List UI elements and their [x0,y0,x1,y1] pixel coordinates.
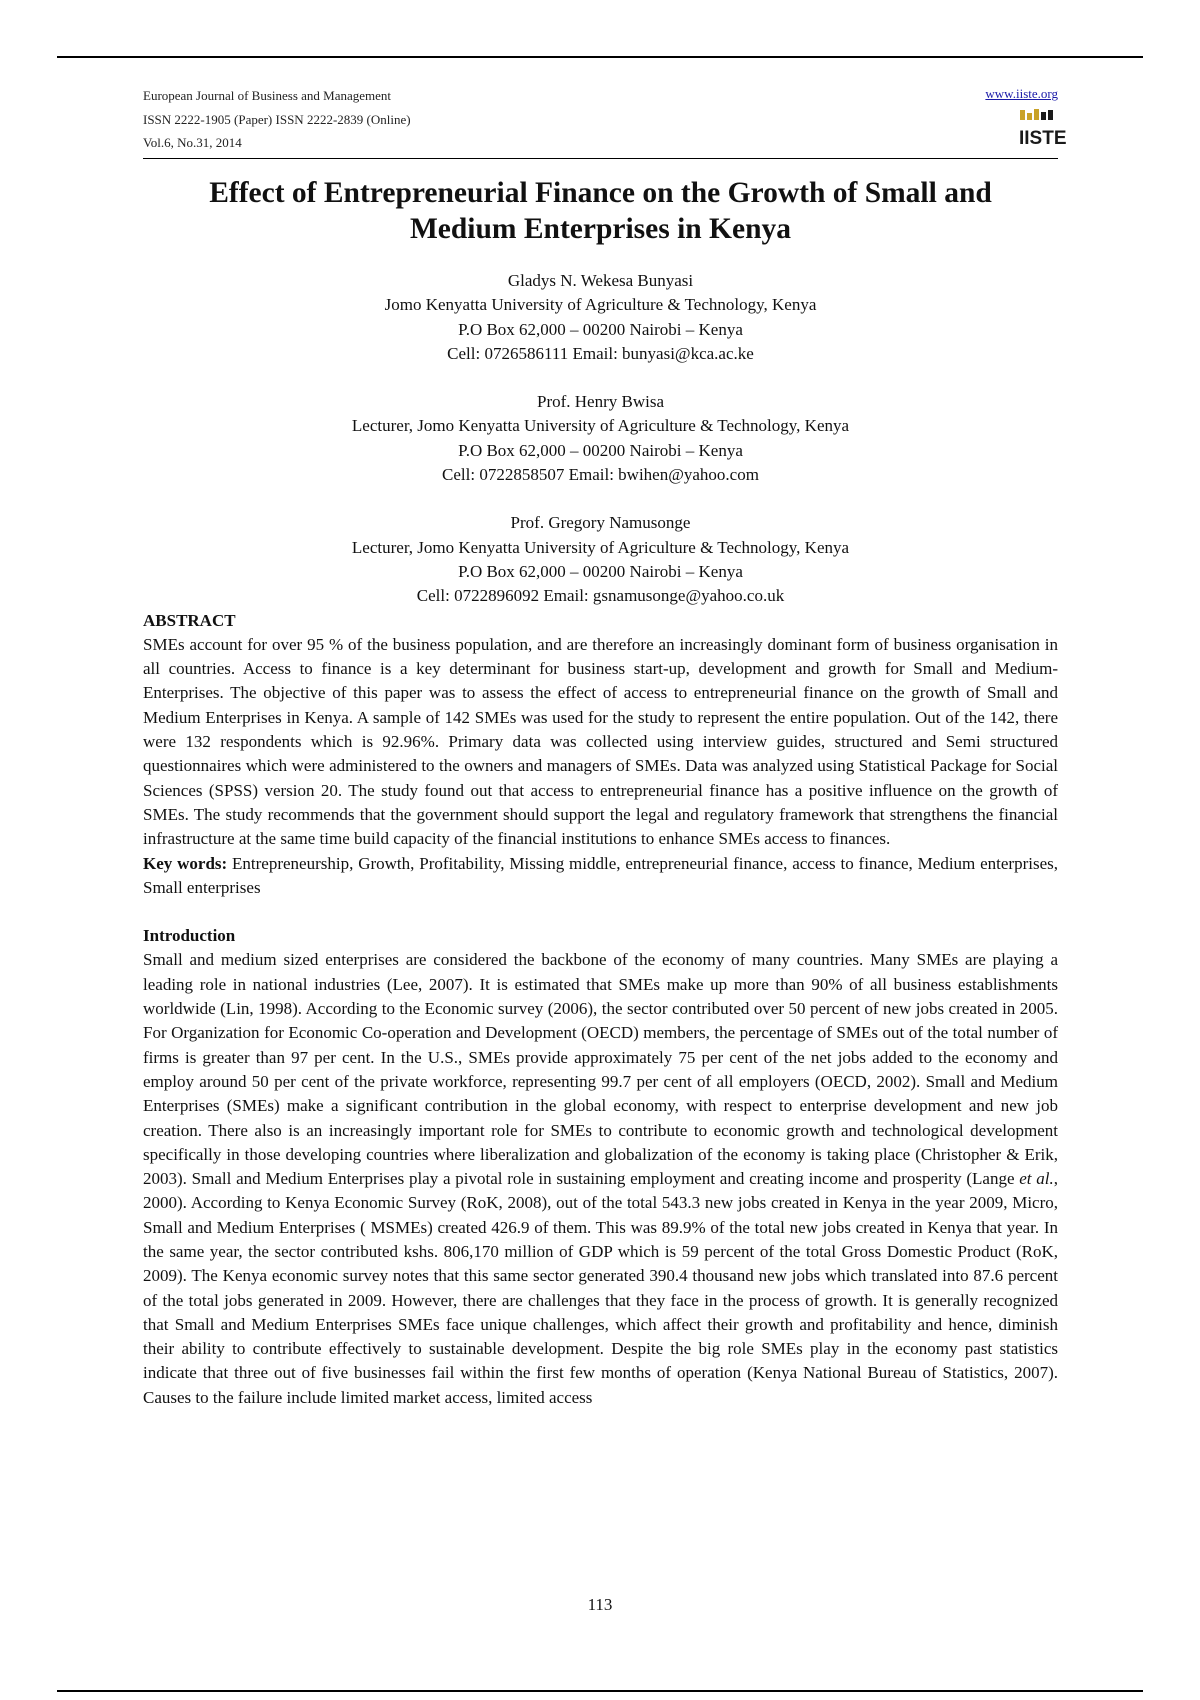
et-al-citation: et al. [1019,1169,1054,1189]
author-address: P.O Box 62,000 – 00200 Nairobi – Kenya [458,319,743,339]
keywords-list: Entrepreneurship, Growth, Profitability, Missing middle, entrepreneurial finance, access to finance, Medium enterprises, Small enterprises [143,853,1059,897]
author-affiliation: Lecturer, Jomo Kenyatta University of Agriculture & Technology, Kenya [351,416,850,436]
abstract-section [143,609,1058,901]
abstract-text: SMEs account for over 95 % of the business population, and are therefore an increasingly dominant form of business organisation in all countries. Access to finance is a key determinant for business start-up, development and growth for Small and Medium-Enterprises. The objective of this paper was to assess the effect of access to entrepreneurial finance on the growth of Small and Medium Enterprises in Kenya. A sample of 142 SMEs was used for the study to represent the entire population. Out of the 142, there were 132 respondents which is 92.96%. Primary data was collected using interview guides, structured and Semi structured questionnaires which were administered to the owners and managers of SMEs. Data was analyzed using Statistical Package for Social Sciences (SPSS) version 20. The study found out that access to entrepreneurial finance has a positive influence on the growth of SMEs. The study recommends that the government should support the legal and regulatory framework that strengthens the financial infrastructure at the same time build capacity of the financial institutions to enhance SMEs access to finances. [143,634,1058,849]
page-number: 113 [587,1595,613,1614]
author-address: P.O Box 62,000 – 00200 Nairobi – Kenya [458,561,743,581]
author-contact: Cell: 0726586111 Email: bunyasi@kca.ac.ke [447,343,754,363]
introduction-heading: Introduction [143,926,236,946]
author-name: Gladys N. Wekesa Bunyasi [507,271,694,290]
author-affiliation: Lecturer, Jomo Kenyatta University of Agriculture & Technology, Kenya [351,537,850,557]
title-line-1: Effect of Entrepreneurial Finance on the Growth of Small and [209,177,992,209]
keywords [143,852,1058,901]
title-line-2: Medium Enterprises in Kenya [409,213,792,245]
abstract-heading: ABSTRACT [143,610,236,630]
author-list [143,269,1058,609]
author-address: P.O Box 62,000 – 00200 Nairobi – Kenya [458,440,743,460]
introduction-text-part-1: Small and medium sized enterprises are considered the backbone of the economy of many countries. Many SMEs are playing a leading role in national industries (Lee, 2007). It is estimated that SMEs make up more than 90% of all business establishments worldwide (Lin, 1998). According to the Economic survey (2006), the sector contributed over 50 percent of new jobs created in 2005. For Organization for Economic Co-operation and Development (OECD) members, the percentage of SMEs out of the total number of firms is greater than 97 per cent. In the U.S., SMEs provide approximately 75 per cent of the net jobs added to the economy and employ around 50 per cent of the private workforce, representing 99.7 per cent of all employers (OECD, 2002). Small and Medium Enterprises (SMEs) make a significant contribution in the global economy, with respect to enterprise development and new job creation. There also is an increasingly important role for SMEs to contribute to economic growth and technological development specifically in those developing countries where liberalization and globalization of the economy is taking place (Christopher & Erik, 2003). Small and Medium Enterprises play a pivotal role in sustaining employment and creating income and prosperity (Lange [143,950,1058,1189]
author-block [143,269,1058,366]
journal-info [143,84,1058,155]
introduction-text-part-2: , 2000). According to Kenya Economic Survey (RoK, 2008), out of the total 543.3 new jobs created in Kenya in the year 2009, Micro, Small and Medium Enterprises ( MSMEs) created 426.9 of them. This was 89.9% of the total new jobs created in Kenya that year. In the same year, the sector contributed kshs. 806,170 million of GDP which is 59 percent of the total Gross Domestic Product (RoK, 2009). The Kenya economic survey notes that this same sector generated 390.4 thousand new jobs which translated into 87.6 percent of the total jobs generated in 2009. However, there are challenges that they face in the process of growth. It is generally recognized that Small and Medium Enterprises SMEs face unique challenges, which affect their growth and profitability and hence, diminish their ability to contribute effectively to sustainable development. Despite the big role SMEs play in the economy past statistics indicate that three out of five businesses fail within the first few months of operation (Kenya National Bureau of Statistics, 2007). Causes to the failure include limited market access, limited access [143,1169,1058,1407]
author-name: Prof. Gregory Namusonge [510,513,691,533]
author-affiliation: Jomo Kenyatta University of Agriculture & Technology, Kenya [384,295,817,315]
journal-header [143,84,1067,159]
introduction-text [143,948,1058,1410]
author-contact: Cell: 0722858507 Email: bwihen@yahoo.com [442,465,759,485]
bottom-rule [57,1690,1143,1692]
journal-issn: ISSN 2222-1905 (Paper) ISSN 2222-2839 (Online) [143,111,411,127]
introduction-section [143,924,1058,1410]
author-block [143,511,1058,608]
top-rule [57,56,1143,58]
author-contact: Cell: 0722896092 Email: gsnamusonge@yahoo.co.uk [416,586,785,606]
paper-title [143,175,1058,247]
journal-volume: Vol.6, No.31, 2014 [143,135,242,150]
journal-name: European Journal of Business and Management [143,88,392,103]
journal-url-link[interactable]: www.iiste.org [985,86,1058,101]
journal-header-right [985,84,1067,153]
iiste-logo-icon [1018,108,1067,153]
author-block [143,390,1058,487]
keywords-label: Key words: [143,853,228,873]
author-name: Prof. Henry Bwisa [536,392,664,412]
logo-text: IISTE [1019,128,1067,149]
paper-page [143,84,1067,1410]
